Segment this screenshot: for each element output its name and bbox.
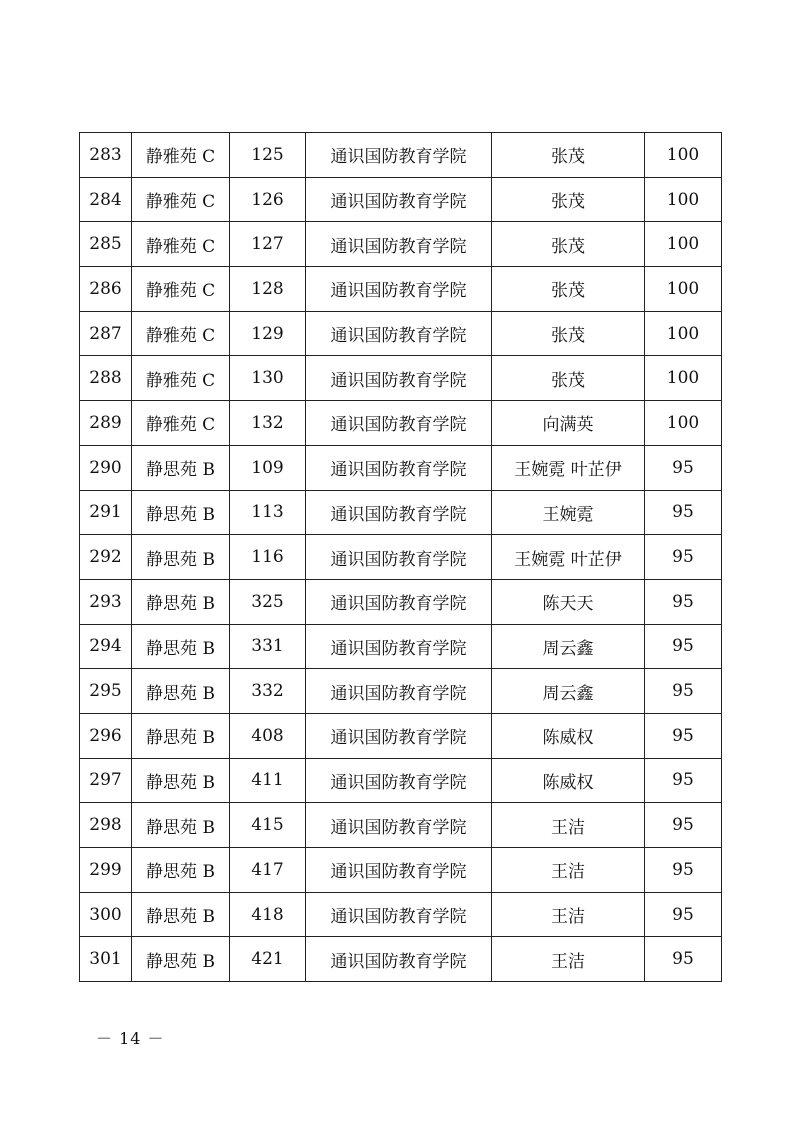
resident-cell: 陈天天: [492, 579, 645, 624]
table-body: [80, 133, 722, 982]
row-index-cell: 300: [80, 892, 132, 937]
score-cell: 95: [645, 803, 722, 848]
college-cell: 通识国防教育学院: [306, 669, 492, 714]
building-cell: 静思苑 B: [132, 669, 230, 714]
row-index-cell: 291: [80, 490, 132, 535]
resident-cell: 王婉霓 叶芷伊: [492, 445, 645, 490]
room-cell: 415: [230, 803, 306, 848]
college-cell: 通识国防教育学院: [306, 267, 492, 312]
room-cell: 421: [230, 937, 306, 982]
resident-cell: 张茂: [492, 356, 645, 401]
resident-cell: 向满英: [492, 401, 645, 446]
college-cell: 通识国防教育学院: [306, 892, 492, 937]
college-cell: 通识国防教育学院: [306, 133, 492, 178]
table-row: [80, 803, 722, 848]
score-cell: 95: [645, 848, 722, 893]
college-cell: 通识国防教育学院: [306, 177, 492, 222]
row-index-cell: 297: [80, 758, 132, 803]
score-cell: 100: [645, 267, 722, 312]
score-cell: 95: [645, 579, 722, 624]
room-cell: 127: [230, 222, 306, 267]
building-cell: 静思苑 B: [132, 937, 230, 982]
resident-cell: 王洁: [492, 937, 645, 982]
college-cell: 通识国防教育学院: [306, 713, 492, 758]
building-cell: 静思苑 B: [132, 490, 230, 535]
building-cell: 静思苑 B: [132, 535, 230, 580]
score-cell: 95: [645, 937, 722, 982]
row-index-cell: 298: [80, 803, 132, 848]
table-row: [80, 133, 722, 178]
score-cell: 95: [645, 624, 722, 669]
score-cell: 100: [645, 401, 722, 446]
table-row: [80, 311, 722, 356]
table-row: [80, 669, 722, 714]
room-cell: 125: [230, 133, 306, 178]
resident-cell: 王洁: [492, 803, 645, 848]
table-row: [80, 758, 722, 803]
score-cell: 95: [645, 713, 722, 758]
resident-cell: 张茂: [492, 133, 645, 178]
resident-cell: 张茂: [492, 267, 645, 312]
table-row: [80, 579, 722, 624]
room-cell: 130: [230, 356, 306, 401]
college-cell: 通识国防教育学院: [306, 311, 492, 356]
page-number: － 14 －: [96, 1029, 165, 1048]
row-index-cell: 288: [80, 356, 132, 401]
row-index-cell: 290: [80, 445, 132, 490]
score-cell: 95: [645, 758, 722, 803]
room-cell: 132: [230, 401, 306, 446]
room-cell: 109: [230, 445, 306, 490]
table-row: [80, 490, 722, 535]
college-cell: 通识国防教育学院: [306, 222, 492, 267]
college-cell: 通识国防教育学院: [306, 535, 492, 580]
building-cell: 静雅苑 C: [132, 222, 230, 267]
room-cell: 129: [230, 311, 306, 356]
building-cell: 静思苑 B: [132, 445, 230, 490]
table-row: [80, 401, 722, 446]
resident-cell: 张茂: [492, 177, 645, 222]
building-cell: 静雅苑 C: [132, 177, 230, 222]
table-row: [80, 222, 722, 267]
building-cell: 静思苑 B: [132, 758, 230, 803]
building-cell: 静雅苑 C: [132, 356, 230, 401]
building-cell: 静思苑 B: [132, 848, 230, 893]
table-row: [80, 713, 722, 758]
resident-cell: 王婉霓: [492, 490, 645, 535]
row-index-cell: 285: [80, 222, 132, 267]
college-cell: 通识国防教育学院: [306, 624, 492, 669]
room-cell: 126: [230, 177, 306, 222]
room-cell: 417: [230, 848, 306, 893]
dormitory-score-table: [79, 132, 722, 982]
room-cell: 418: [230, 892, 306, 937]
resident-cell: 张茂: [492, 222, 645, 267]
row-index-cell: 299: [80, 848, 132, 893]
college-cell: 通识国防教育学院: [306, 401, 492, 446]
building-cell: 静思苑 B: [132, 892, 230, 937]
resident-cell: 张茂: [492, 311, 645, 356]
row-index-cell: 284: [80, 177, 132, 222]
resident-cell: 周云鑫: [492, 624, 645, 669]
score-cell: 95: [645, 445, 722, 490]
row-index-cell: 295: [80, 669, 132, 714]
row-index-cell: 283: [80, 133, 132, 178]
row-index-cell: 286: [80, 267, 132, 312]
resident-cell: 陈威权: [492, 713, 645, 758]
score-cell: 100: [645, 177, 722, 222]
building-cell: 静思苑 B: [132, 579, 230, 624]
building-cell: 静雅苑 C: [132, 267, 230, 312]
score-cell: 100: [645, 311, 722, 356]
score-cell: 95: [645, 490, 722, 535]
table-row: [80, 267, 722, 312]
college-cell: 通识国防教育学院: [306, 579, 492, 624]
table-row: [80, 624, 722, 669]
row-index-cell: 287: [80, 311, 132, 356]
score-cell: 100: [645, 133, 722, 178]
college-cell: 通识国防教育学院: [306, 803, 492, 848]
room-cell: 331: [230, 624, 306, 669]
room-cell: 113: [230, 490, 306, 535]
row-index-cell: 294: [80, 624, 132, 669]
room-cell: 325: [230, 579, 306, 624]
row-index-cell: 292: [80, 535, 132, 580]
building-cell: 静雅苑 C: [132, 311, 230, 356]
resident-cell: 周云鑫: [492, 669, 645, 714]
dormitory-score-table-container: [79, 132, 715, 982]
college-cell: 通识国防教育学院: [306, 490, 492, 535]
row-index-cell: 301: [80, 937, 132, 982]
building-cell: 静雅苑 C: [132, 401, 230, 446]
building-cell: 静思苑 B: [132, 803, 230, 848]
row-index-cell: 289: [80, 401, 132, 446]
score-cell: 100: [645, 222, 722, 267]
college-cell: 通识国防教育学院: [306, 356, 492, 401]
table-row: [80, 535, 722, 580]
score-cell: 95: [645, 535, 722, 580]
table-row: [80, 177, 722, 222]
building-cell: 静思苑 B: [132, 624, 230, 669]
resident-cell: 王洁: [492, 892, 645, 937]
room-cell: 128: [230, 267, 306, 312]
room-cell: 408: [230, 713, 306, 758]
table-row: [80, 892, 722, 937]
row-index-cell: 296: [80, 713, 132, 758]
table-row: [80, 937, 722, 982]
table-row: [80, 445, 722, 490]
room-cell: 116: [230, 535, 306, 580]
score-cell: 100: [645, 356, 722, 401]
college-cell: 通识国防教育学院: [306, 445, 492, 490]
score-cell: 95: [645, 669, 722, 714]
resident-cell: 王洁: [492, 848, 645, 893]
college-cell: 通识国防教育学院: [306, 937, 492, 982]
table-row: [80, 848, 722, 893]
college-cell: 通识国防教育学院: [306, 848, 492, 893]
score-cell: 95: [645, 892, 722, 937]
table-row: [80, 356, 722, 401]
row-index-cell: 293: [80, 579, 132, 624]
resident-cell: 陈威权: [492, 758, 645, 803]
room-cell: 332: [230, 669, 306, 714]
building-cell: 静雅苑 C: [132, 133, 230, 178]
room-cell: 411: [230, 758, 306, 803]
resident-cell: 王婉霓 叶芷伊: [492, 535, 645, 580]
college-cell: 通识国防教育学院: [306, 758, 492, 803]
building-cell: 静思苑 B: [132, 713, 230, 758]
